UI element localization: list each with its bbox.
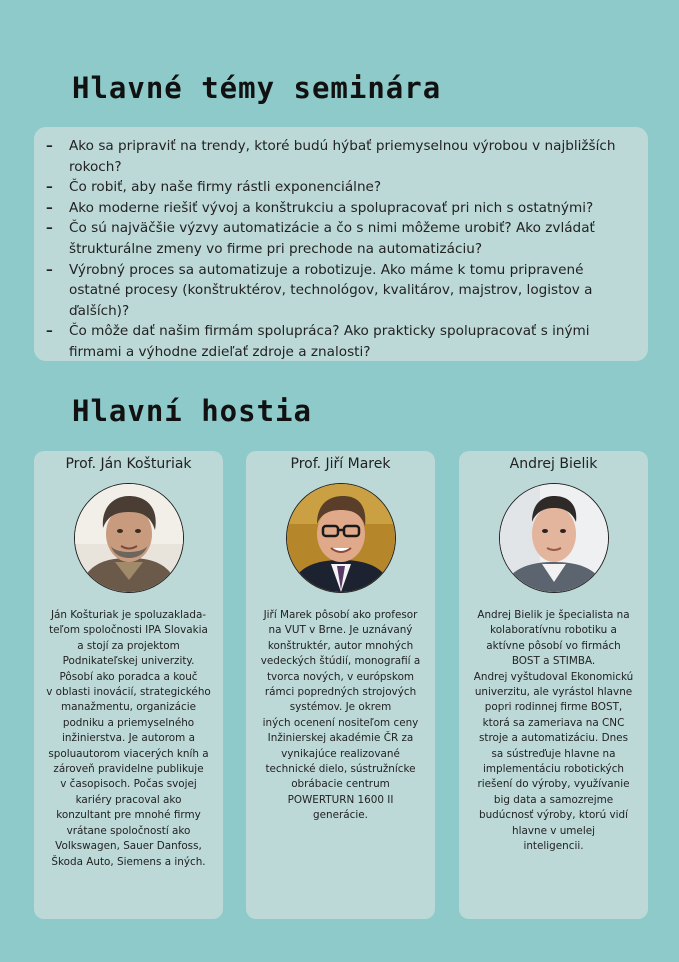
bullet-dash: – [46,179,53,196]
topic-text: Čo môže dať našim firmám spolupráca? Ako prakticky spolupracovať s inými firmami a výhodne zdieľať zdroje a znalosti? [69,323,590,360]
topic-item [46,260,618,322]
guest-bio: Jiří Marek pôsobí ako profesor na VUT v Brne. Je uznávaný konštruktér, autor mnohých vedeckých štúdií, monografií a tvorca nových, v európskom rámci popredných strojových systémov. Je okrem iných ocenení nositeľom ceny Inžinierskej akadémie ČR za vynikajúce realizované technické dielo, sústružnícke obrábacie centrum POWERTURN 1600 II generácie. [260,609,421,822]
guest-card-marek [246,451,435,919]
portrait-photo-icon [287,484,395,592]
guest-name: Prof. Jiří Marek [290,456,391,472]
guest-card-kosturiak [34,451,223,919]
topic-item [46,136,618,177]
bullet-dash: – [46,261,53,278]
topics-list [46,136,618,363]
bullet-dash: – [46,323,53,340]
topic-text: Čo sú najväčšie výzvy automatizácie a čo s nimi môžeme urobiť? Ako zvládať štrukturálne zmeny vo firme pri prechode na automatizáciu? [69,220,595,257]
topic-text: Výrobný proces sa automatizuje a robotizuje. Ako máme k tomu pripravené ostatné procesy (konštruktérov, technológov, kvalitárov, majstrov, logistov a ďalších)? [69,261,593,319]
guest-name: Andrej Bielik [509,456,598,472]
portrait-photo-icon [499,483,609,593]
topic-item [46,321,618,362]
bullet-dash: – [46,138,53,154]
guest-card-bielik [459,451,648,919]
guest-bio: Ján Košturiak je spoluzaklada- teľom spoločnosti IPA Slovakia a stojí za projektom Podnikateľskej univerzity. Pôsobí ako poradca a kouč v oblasti inovácií, strategického manažmentu, organizácie podniku a priemyselného inžinierstva. Je autorom a spoluautorom viacerých kníh a zároveň pravidelne publikuje v časopisoch. Počas svojej kariéry pracoval ako konzultant pre mnohé firmy vrátane spoločností ako Volkswagen, Sauer Danfoss, Škoda Auto, Siemens a iných. [46,609,211,868]
topics-heading: Hlavné témy seminára [72,71,442,105]
bullet-dash: – [46,199,53,216]
portrait-photo-icon [286,483,396,593]
topics-box [34,127,648,361]
bullet-dash: – [46,220,53,237]
topic-text: Čo robiť, aby naše firmy rástli exponenciálne? [69,179,382,196]
guest-name: Prof. Ján Košturiak [65,456,192,472]
guests-heading: Hlavní hostia [72,394,312,428]
topic-item [46,218,618,259]
topic-item [46,177,618,198]
portrait-photo-icon [500,484,608,592]
portrait-photo-icon [74,483,184,593]
topic-text: Ako moderne riešiť vývoj a konštrukciu a spolupracovať pri nich s ostatnými? [69,199,594,216]
topic-item [46,198,618,219]
topic-text: Ako sa pripraviť na trendy, ktoré budú hýbať priemyselnou výrobou v najbližších rokoch? [69,138,616,175]
guest-bio: Andrej Bielik je špecialista na kolaboratívnu robotiku a aktívne pôsobí vo firmách BOST a STIMBA. Andrej vyštudoval Ekonomickú univerzitu, ale vyrástol hlavne popri rodinnej firme BOST, ktorá sa zameriava na CNC stroje a automatizáciu. Dnes sa sústreďuje hlavne na implementáciu robotických riešení do výroby, využívanie big data a samozrejme budúcnosť výroby, ktorú vidí hlavne v umelej inteligencii. [473,609,634,853]
portrait-photo-icon [75,484,183,592]
